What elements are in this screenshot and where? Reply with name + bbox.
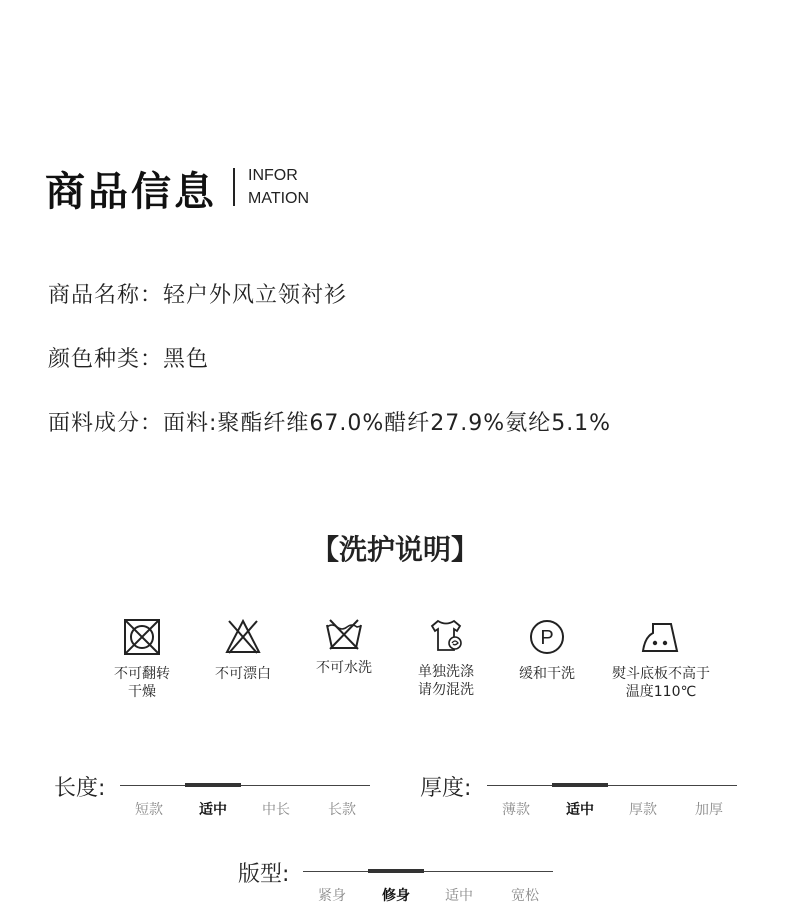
length-option: 长款 (328, 802, 356, 818)
length-option: 中长 (262, 802, 290, 818)
section-title-en (248, 164, 309, 210)
thickness-scale-marker (552, 783, 608, 787)
length-option: 短款 (135, 802, 163, 818)
fit-scale-line (303, 871, 553, 872)
product-fabric: 面料成分：面料:聚酯纤维67.0%醋纤27.9%氨纶5.1% (48, 411, 612, 436)
title-en-line2: MATION (248, 190, 310, 207)
gentle-dry-clean-icon (527, 617, 567, 657)
fit-option-selected: 修身 (382, 888, 410, 904)
care-item-no-bleach (188, 617, 298, 683)
care-title: 【洗护说明】 (310, 533, 479, 566)
length-label: 长度: (54, 776, 106, 801)
care-label-line2: 温度110℃ (625, 684, 697, 700)
care-label-line1: 不可水洗 (316, 660, 372, 676)
care-label-line2: 干燥 (128, 684, 156, 700)
care-label (603, 665, 719, 701)
care-item-separate-wash (391, 617, 501, 699)
thickness-option: 加厚 (695, 802, 723, 818)
care-item-no-wash (289, 617, 399, 677)
no-bleach-icon (223, 617, 263, 657)
care-label-line2: 请勿混洗 (418, 682, 474, 698)
care-item-gentle-dry-clean (492, 617, 602, 683)
care-label-line1: 不可漂白 (215, 666, 271, 682)
care-label-line1: 熨斗底板不高于 (612, 666, 710, 682)
no-tumble-dry-icon (122, 617, 162, 657)
thickness-option: 厚款 (629, 802, 657, 818)
care-label-line1: 不可翻转 (114, 666, 170, 682)
care-label-line1: 缓和干洗 (519, 666, 575, 682)
thickness-scale-line (487, 785, 737, 786)
section-title: 商品信息 (45, 169, 217, 215)
fit-option: 适中 (445, 888, 473, 904)
product-color: 颜色种类：黑色 (48, 347, 210, 372)
thickness-option-selected: 适中 (566, 802, 594, 818)
title-en-line1: INFOR (248, 167, 298, 184)
care-label (492, 665, 602, 683)
title-divider (233, 168, 235, 206)
care-label-line1: 单独洗涤 (418, 664, 474, 680)
care-label (289, 659, 399, 677)
thickness-label: 厚度: (420, 776, 472, 801)
fit-option: 宽松 (511, 888, 539, 904)
product-name: 商品名称：轻户外风立领衬衫 (48, 283, 348, 308)
care-label (391, 663, 501, 699)
length-option-selected: 适中 (199, 802, 227, 818)
iron-icon (639, 617, 683, 657)
no-wash-icon (324, 617, 364, 651)
care-item-iron (603, 617, 719, 701)
fit-label: 版型: (238, 862, 290, 887)
length-scale-marker (185, 783, 241, 787)
care-label (188, 665, 298, 683)
fit-option: 紧身 (318, 888, 346, 904)
separate-wash-icon (426, 617, 466, 655)
svg-text:P: P (540, 627, 554, 649)
care-label (87, 665, 197, 701)
fit-scale-marker (368, 869, 424, 873)
length-scale-line (120, 785, 370, 786)
thickness-option: 薄款 (502, 802, 530, 818)
care-item-no-tumble-dry (87, 617, 197, 701)
